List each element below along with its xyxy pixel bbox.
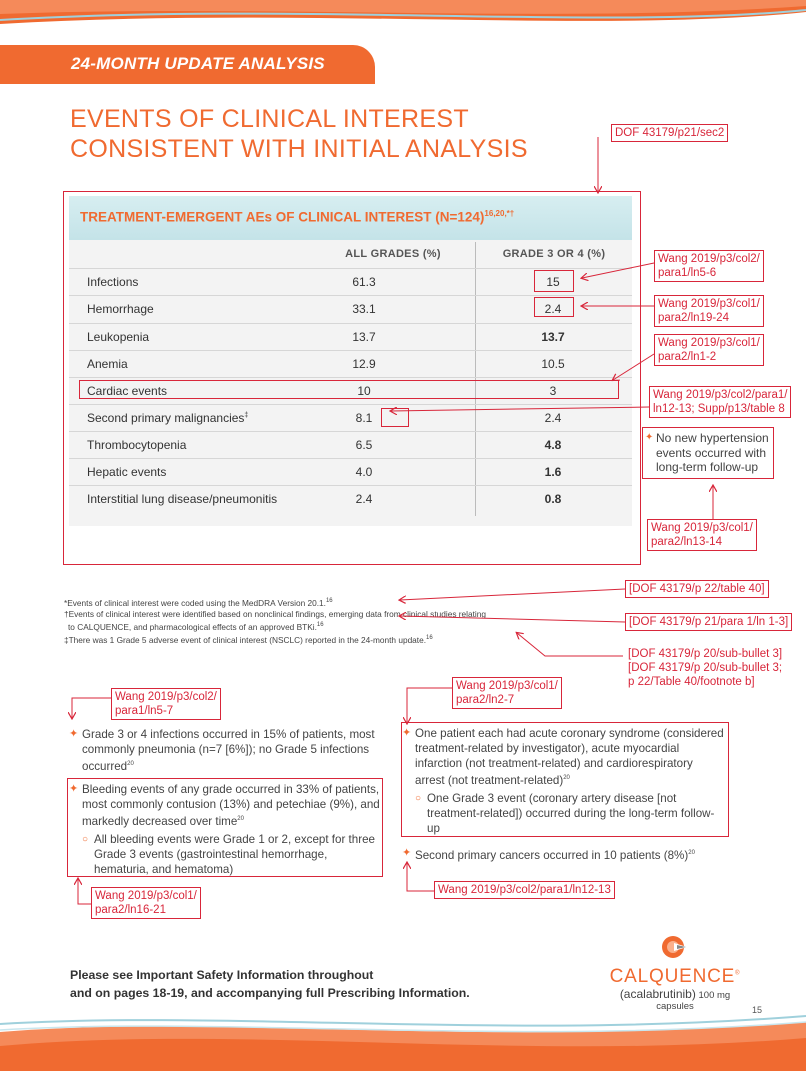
- annotation-dof-sec2: DOF 43179/p21/sec2: [611, 124, 728, 142]
- annotation-wang-col1-ln19-24: [654, 295, 764, 327]
- annotation-line: Wang 2019/p3/col2/: [115, 691, 217, 703]
- bullet-cardiac: [402, 726, 725, 836]
- row-label: Interstitial lung disease/pneumonitis: [87, 492, 278, 506]
- bullet-ref: 20: [688, 850, 695, 856]
- row-label: Anemia: [87, 357, 128, 371]
- section-banner: [0, 45, 375, 84]
- highlight-box-malignancies: [381, 408, 409, 427]
- all-grades-value: 8.1: [355, 411, 373, 425]
- table-row: [69, 404, 632, 431]
- annotation-line: para2/ln1-2: [658, 351, 717, 363]
- bullet-star-icon: ✦: [69, 728, 79, 740]
- annotation-wang-col2-supp: [649, 386, 791, 418]
- row-label: Hemorrhage: [87, 302, 154, 316]
- bullet-infections: [69, 727, 382, 774]
- footnote-text: ‡There was 1 Grade 5 adverse event of clinical interest (NSCLC) reported in the 24-month update.: [64, 634, 427, 645]
- annotation-line: Wang 2019/p3/col1/: [651, 522, 753, 534]
- bullet-ref: 20: [127, 761, 134, 767]
- row-label-text: Second primary malignancies: [87, 411, 245, 425]
- annotation-wang-col1-ln13-14: [647, 519, 757, 551]
- annotation-line: Wang 2019/p3/col1/: [456, 680, 558, 692]
- column-header-grade-3-4: GRADE 3 OR 4 (%): [502, 248, 606, 260]
- annotation-line: para2/ln19-24: [658, 312, 729, 324]
- bullet-star-icon: ✦: [69, 783, 79, 795]
- title-line-2: CONSISTENT WITH INITIAL ANALYSIS: [70, 135, 528, 163]
- row-label: Thrombocytopenia: [87, 438, 187, 452]
- highlight-box-infections: [534, 270, 574, 292]
- footnotes: [64, 596, 624, 645]
- annotation-line: Wang 2019/p3/col1/: [658, 337, 760, 349]
- row-label: [87, 411, 248, 425]
- annotation-dof-para1: [DOF 43179/p 21/para 1/ln 1-3]: [625, 613, 792, 631]
- bullet-ref: 20: [237, 816, 244, 822]
- footnote-3: [64, 633, 624, 646]
- isi-line: and on pages 18-19, and accompanying full Prescribing Information.: [70, 986, 470, 1000]
- row-label: Infections: [87, 275, 139, 289]
- annotation-wang-col2-ln12-13: Wang 2019/p3/col2/para1/ln12-13: [434, 881, 615, 899]
- annotation-line: p 22/Table 40/footnote b]: [628, 676, 755, 688]
- bullet-text: Grade 3 or 4 infections occurred in 15% of patients, most commonly pneumonia (n=7 [6%]); no Grade 5 infections occurred: [82, 728, 375, 773]
- annotation-line: No new hypertension: [656, 431, 769, 445]
- sub-bullet-text: One Grade 3 event (coronary artery disease [not treatment-related]) occurred during the long-term follow-up: [427, 791, 715, 835]
- bullet-ref: 20: [563, 775, 570, 781]
- footnote-1: [64, 596, 624, 609]
- bullet-star-icon: ✦: [402, 727, 412, 739]
- important-safety-info: [70, 966, 470, 1002]
- footnote-ref: 16: [316, 621, 324, 628]
- isi-line: Please see Important Safety Information throughout: [70, 968, 374, 982]
- title-line-1: EVENTS OF CLINICAL INTEREST: [70, 105, 469, 133]
- page-title: [70, 104, 610, 164]
- grade34-value: 10.5: [541, 357, 565, 371]
- annotation-line: Wang 2019/p3/col1/: [95, 890, 197, 902]
- bullet-bleeding: [69, 782, 380, 877]
- sub-bullet-cardiac: [415, 791, 725, 836]
- annotation-wang-col1-ln1-2: [654, 334, 764, 366]
- grade34-value: 2.4: [544, 302, 562, 316]
- footnote-text: to CALQUENCE, and pharmacological effects of an approved BTKi.: [68, 621, 317, 632]
- table-title-text: TREATMENT-EMERGENT AEs OF CLINICAL INTEREST (N=124): [80, 209, 485, 225]
- row-label-sup: ‡: [244, 412, 249, 419]
- annotation-wang-col1-ln2-7: [452, 677, 562, 709]
- sub-bullet-circle-icon: ○: [82, 833, 89, 845]
- annotation-line: Wang 2019/p3/col2/: [658, 253, 760, 265]
- banner-text: 24-MONTH UPDATE ANALYSIS: [71, 54, 325, 73]
- footnote-ref: 16: [325, 598, 333, 604]
- table-row: [69, 350, 632, 377]
- annotation-wang-col2-ln5-6: [654, 250, 764, 282]
- calquence-logo: [600, 935, 750, 1012]
- row-label: Hepatic events: [87, 465, 167, 479]
- table-row: [69, 323, 632, 350]
- all-grades-value: 4.0: [355, 465, 373, 479]
- sub-bullet-bleeding: [82, 832, 380, 877]
- logo-word: [600, 966, 750, 988]
- bullet-text: One patient each had acute coronary syndrome (considered treatment-related by investigator), acute myocardial infarction (not treatment-related) and cardiorespiratory arrest (not treatment-related): [415, 727, 724, 787]
- highlight-box-hemorrhage: [534, 297, 574, 317]
- bullet-text: Bleeding events of any grade occurred in 33% of patients, most commonly contusion (13%) and petechiae (9%), and markedly decreased over time: [82, 783, 380, 828]
- all-grades-value: 6.5: [355, 438, 373, 452]
- logo-mark-icon: [660, 935, 690, 959]
- all-grades-value: 33.1: [352, 302, 376, 316]
- footnote-text: *Events of clinical interest were coded using the MedDRA Version 20.1.: [64, 597, 326, 608]
- annotation-line: Wang 2019/p3/col2/para1/: [653, 389, 788, 401]
- sub-bullet-text: All bleeding events were Grade 1 or 2, except for three Grade 3 events (gastrointestinal hemorrhage, hematuria, and hematoma): [94, 832, 375, 876]
- logo-generic-name: (acalabrutinib): [619, 987, 696, 1001]
- footnote-2-cont: [64, 620, 624, 633]
- annotation-wang-col1-ln16-21: [91, 887, 201, 919]
- annotation-line: para1/ln5-6: [658, 267, 717, 279]
- grade34-value: 13.7: [541, 330, 565, 344]
- logo-word-text: CALQUENCE: [609, 966, 736, 987]
- footnote-ref: 16: [426, 634, 433, 641]
- logo-dose: 100 mg capsules: [656, 990, 731, 1012]
- table-row: [69, 485, 632, 512]
- annotation-dof-table40: [DOF 43179/p 22/table 40]: [625, 580, 769, 598]
- grade34-value: 0.8: [544, 492, 562, 506]
- bottom-wave-decoration: [0, 1010, 806, 1071]
- all-grades-value: 13.7: [352, 330, 376, 344]
- row-label: Cardiac events: [87, 384, 168, 398]
- grade34-value: 15: [546, 275, 560, 289]
- footnote-text: †Events of clinical interest were identified based on nonclinical findings, emerging data from clinical studies relating: [64, 608, 486, 619]
- table-row: [69, 458, 632, 485]
- grade34-value: 4.8: [544, 438, 562, 452]
- page-number: 15: [752, 1005, 763, 1015]
- annotation-line: para2/ln16-21: [95, 904, 166, 916]
- annotation-line: [DOF 43179/p 20/sub-bullet 3]: [628, 648, 783, 660]
- sub-bullet-circle-icon: ○: [415, 792, 422, 804]
- annotation-line: long-term follow-up: [656, 460, 759, 474]
- annotation-wang-col2-ln5-7: [111, 688, 221, 720]
- annotation-line: events occurred with: [656, 445, 767, 460]
- column-header-all-grades: ALL GRADES (%): [345, 248, 441, 260]
- annotation-hypertension-note: [642, 427, 774, 479]
- logo-registered: ®: [735, 970, 741, 977]
- highlight-box-cardiac-row: [79, 380, 619, 399]
- note-star-icon: ✦: [645, 432, 654, 443]
- bullet-cancers: [402, 846, 735, 863]
- grade34-value: 3: [549, 384, 557, 398]
- table-row: [69, 431, 632, 458]
- footnote-2: [64, 609, 624, 620]
- annotation-line: para1/ln5-7: [115, 705, 174, 717]
- annotation-line: [DOF 43179/p 20/sub-bullet 3;: [628, 662, 783, 674]
- bullet-star-icon: ✦: [402, 847, 412, 859]
- table-title: [80, 209, 514, 225]
- bullet-text: Second primary cancers occurred in 10 patients (8%): [415, 848, 689, 862]
- annotation-line: para2/ln2-7: [456, 694, 515, 706]
- annotation-line: para2/ln13-14: [651, 536, 722, 548]
- table-title-refs: 16,20,*†: [484, 209, 515, 218]
- all-grades-value: 12.9: [352, 357, 376, 371]
- grade34-value: 1.6: [544, 465, 562, 479]
- annotation-line: ln12-13; Supp/p13/table 8: [653, 403, 785, 415]
- all-grades-value: 2.4: [355, 492, 373, 506]
- all-grades-value: 61.3: [352, 275, 376, 289]
- grade34-value: 2.4: [544, 411, 562, 425]
- annotation-dof-sub-bullet: [625, 646, 785, 690]
- row-label: Leukopenia: [87, 330, 150, 344]
- logo-subtitle: [600, 987, 750, 1012]
- all-grades-value: 10: [357, 384, 371, 398]
- annotation-line: Wang 2019/p3/col1/: [658, 298, 760, 310]
- top-wave-decoration: [0, 0, 806, 34]
